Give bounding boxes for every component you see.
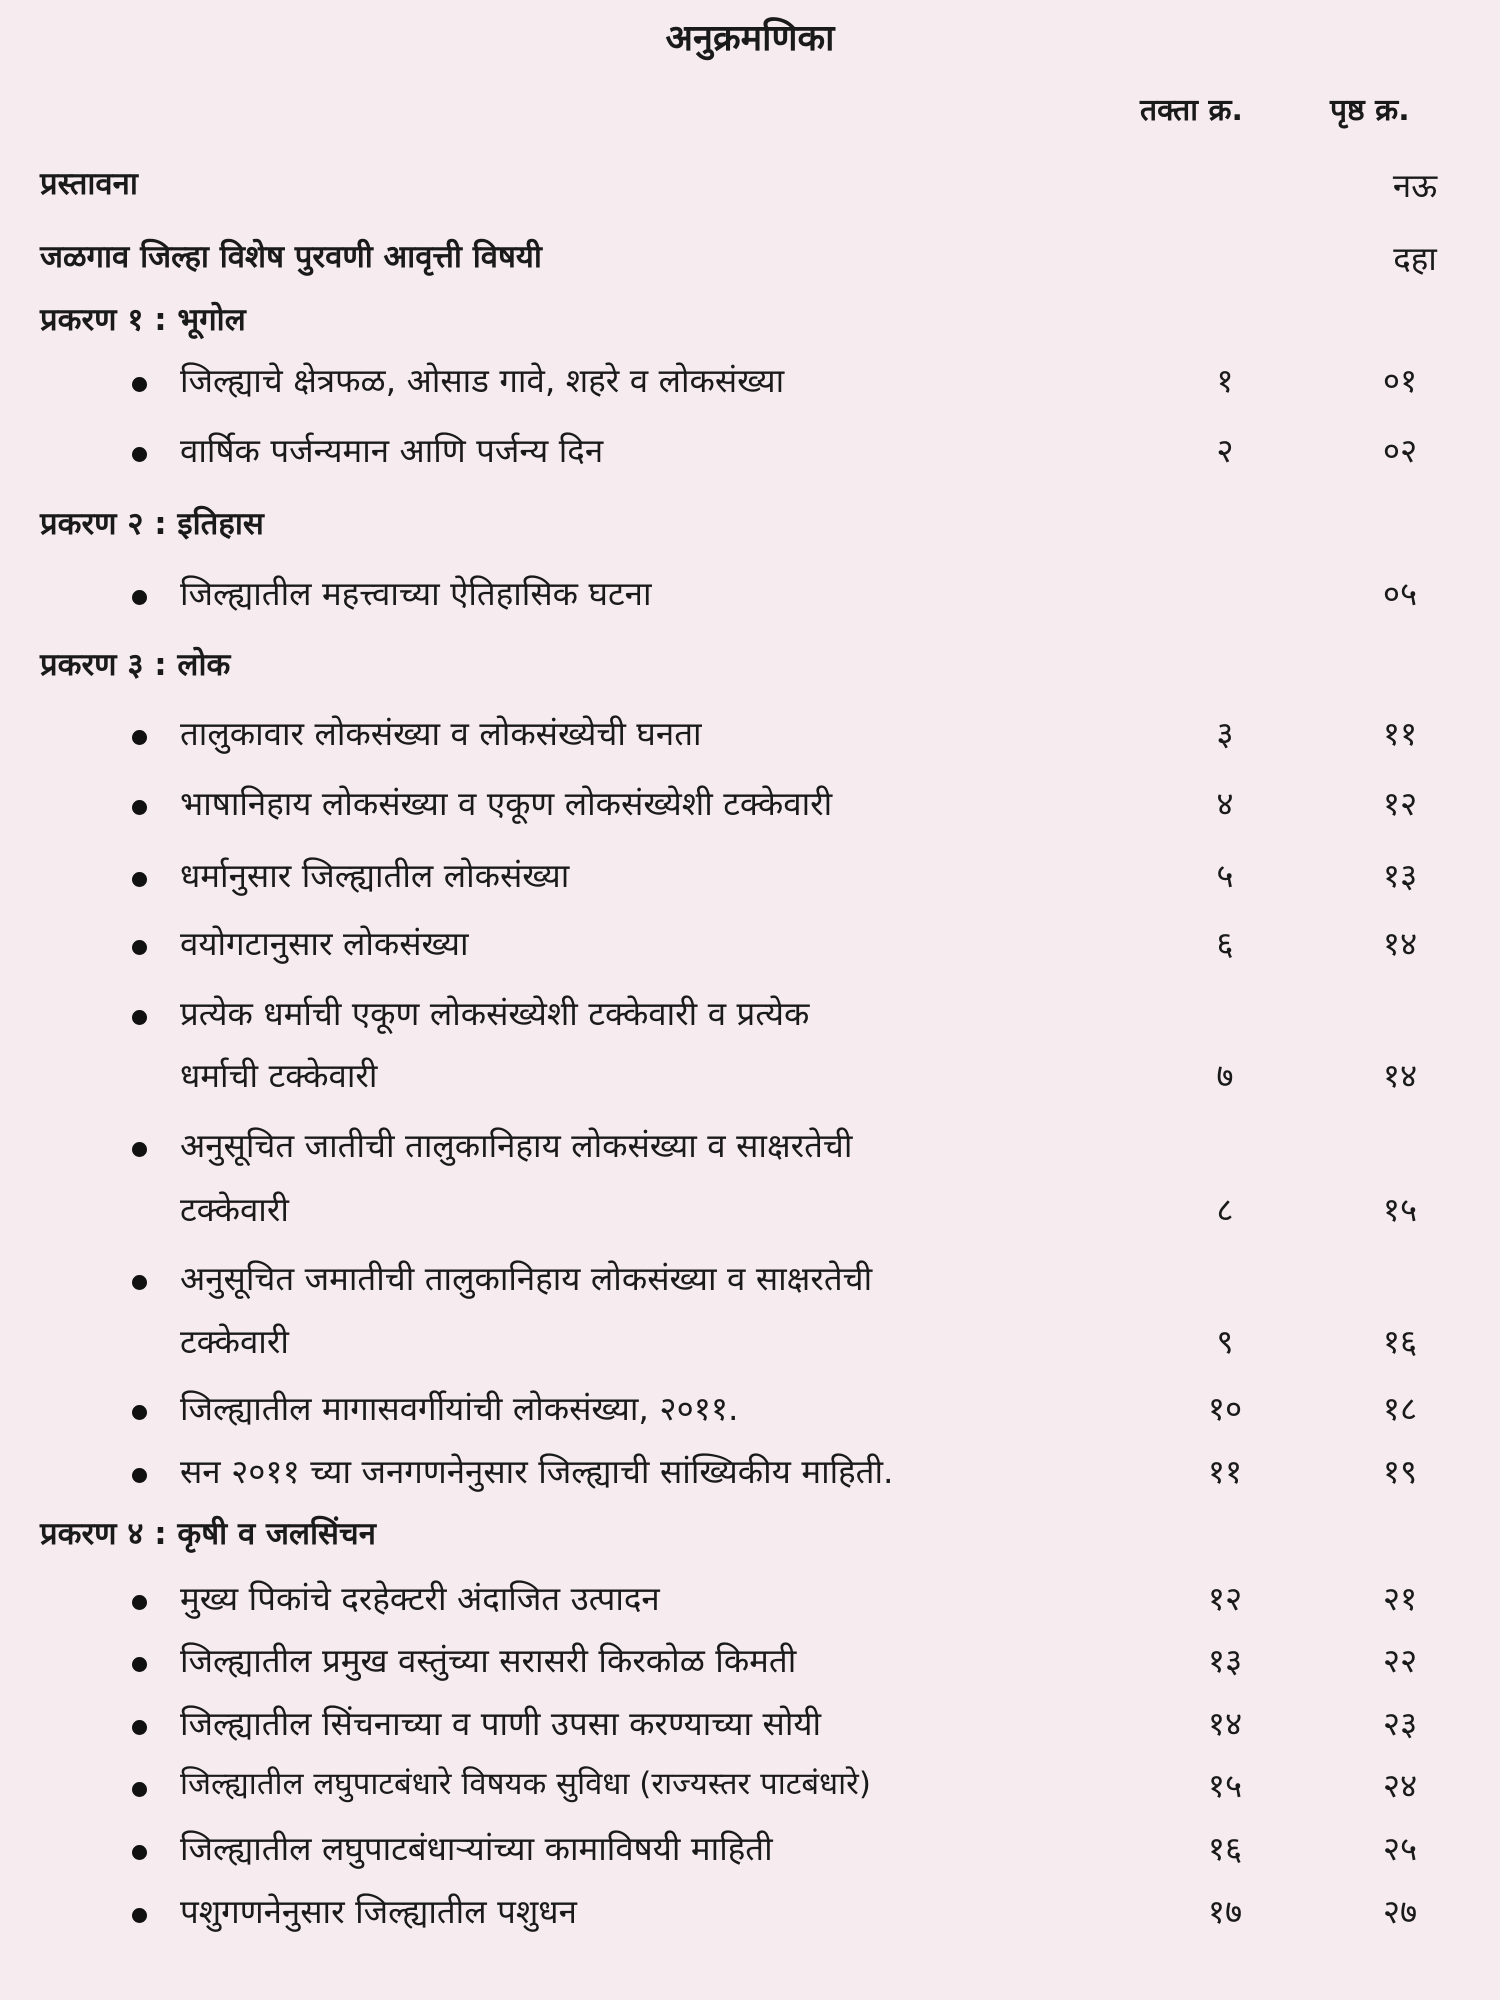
bullet-icon (132, 590, 147, 605)
table-number: १२ (1207, 1579, 1243, 1618)
table-number: ९ (1216, 1322, 1234, 1361)
entry-title-continued: धर्माची टक्केवारी (180, 1056, 378, 1095)
bullet-icon (132, 1782, 147, 1797)
entry-title: जिल्ह्यातील सिंचनाच्या व पाणी उपसा करण्याच्या सोयी (180, 1704, 822, 1743)
bullet-icon (132, 872, 147, 887)
page-number: २२ (1382, 1641, 1418, 1680)
entry-title-continued: टक्केवारी (180, 1322, 289, 1361)
table-number: ३ (1216, 714, 1234, 753)
bullet-icon (132, 1405, 147, 1420)
bullet-icon (132, 377, 147, 392)
entry-title: जिल्ह्यातील मागासवर्गीयांची लोकसंख्या, २०११. (180, 1389, 739, 1428)
entry-title: वार्षिक पर्जन्यमान आणि पर्जन्य दिन (180, 431, 604, 470)
page-number: ११ (1382, 714, 1418, 753)
page-number: १५ (1382, 1190, 1418, 1229)
entry-title: जिल्ह्याचे क्षेत्रफळ, ओसाड गावे, शहरे व लोकसंख्या (180, 361, 785, 400)
entry-title: भाषानिहाय लोकसंख्या व एकूण लोकसंख्येशी टक्केवारी (180, 784, 833, 823)
chapter-heading-text: प्रकरण ३ : लोक (40, 647, 231, 683)
table-number: १४ (1207, 1704, 1243, 1743)
bullet-icon (132, 940, 147, 955)
entry-title: जिल्ह्यातील प्रमुख वस्तुंच्या सरासरी किरकोळ किमती (180, 1641, 797, 1680)
bullet-icon (132, 1720, 147, 1735)
table-number: १० (1207, 1389, 1243, 1428)
chapter-heading-text: प्रकरण ४ : कृषी व जलसिंचन (40, 1516, 376, 1552)
front-label: प्रस्तावना (40, 166, 138, 202)
bullet-icon (132, 447, 147, 462)
entry-title: प्रत्येक धर्माची एकूण लोकसंख्येशी टक्केवारी व प्रत्येक (180, 994, 810, 1033)
table-number: ६ (1216, 924, 1234, 963)
bullet-icon (132, 1468, 147, 1483)
front-page: नऊ (1392, 166, 1438, 205)
page-number: २३ (1382, 1704, 1418, 1743)
bullet-icon (132, 800, 147, 815)
entry-title: सन २०११ च्या जनगणनेनुसार जिल्ह्याची सांख्यिकीय माहिती. (180, 1452, 894, 1491)
table-number: ८ (1216, 1190, 1234, 1229)
table-number: १ (1216, 361, 1234, 400)
entry-title-continued: टक्केवारी (180, 1190, 289, 1229)
table-number: १७ (1207, 1892, 1243, 1931)
table-number: ११ (1207, 1452, 1243, 1491)
page-title: अनुक्रमणिका (665, 18, 835, 59)
front-label: जळगाव जिल्हा विशेष पुरवणी आवृत्ती विषयी (40, 239, 542, 275)
table-number: १३ (1207, 1641, 1243, 1680)
entry-title: अनुसूचित जातीची तालुकानिहाय लोकसंख्या व साक्षरतेची (180, 1126, 853, 1165)
table-number: ५ (1216, 856, 1234, 895)
entry-title: अनुसूचित जमातीची तालुकानिहाय लोकसंख्या व साक्षरतेची (180, 1259, 873, 1298)
page-number: १२ (1382, 784, 1418, 823)
page-number: १६ (1382, 1322, 1418, 1361)
page-number: २५ (1382, 1829, 1418, 1868)
page-number: ०१ (1382, 361, 1418, 400)
column-header-table-no: तक्ता क्र. (1140, 93, 1243, 128)
front-page: दहा (1393, 239, 1437, 278)
bullet-icon (132, 730, 147, 745)
page-number: १३ (1382, 856, 1418, 895)
page-number: १४ (1382, 924, 1418, 963)
entry-title: वयोगटानुसार लोकसंख्या (180, 924, 469, 963)
table-number: २ (1216, 431, 1234, 470)
page-number: ०५ (1382, 574, 1418, 613)
table-number: ४ (1216, 784, 1234, 823)
bullet-icon (132, 1908, 147, 1923)
bullet-icon (132, 1657, 147, 1672)
page-number: २४ (1382, 1766, 1418, 1805)
entry-title: धर्मानुसार जिल्ह्यातील लोकसंख्या (180, 856, 570, 895)
entry-title: जिल्ह्यातील महत्त्वाच्या ऐतिहासिक घटना (180, 574, 652, 613)
page-number: २७ (1382, 1892, 1418, 1931)
bullet-icon (132, 1010, 147, 1025)
page-number: १८ (1382, 1389, 1418, 1428)
table-number: १५ (1207, 1766, 1243, 1805)
entry-title: मुख्य पिकांचे दरहेक्टरी अंदाजित उत्पादन (180, 1579, 660, 1618)
bullet-icon (132, 1845, 147, 1860)
bullet-icon (132, 1142, 147, 1157)
table-number: १६ (1207, 1829, 1243, 1868)
chapter-heading-text: प्रकरण १ : भूगोल (40, 302, 246, 338)
chapter-heading-text: प्रकरण २ : इतिहास (40, 506, 264, 542)
entry-title: जिल्ह्यातील लघुपाटबंधाऱ्यांच्या कामाविषयी माहिती (180, 1829, 773, 1868)
bullet-icon (132, 1275, 147, 1290)
entry-title: तालुकावार लोकसंख्या व लोकसंख्येची घनता (180, 714, 702, 753)
page-number: २१ (1382, 1579, 1418, 1618)
entry-title: पशुगणनेनुसार जिल्ह्यातील पशुधन (180, 1892, 577, 1931)
column-header-page-no: पृष्ठ क्र. (1330, 93, 1410, 128)
page-number: ०२ (1382, 431, 1418, 470)
page-number: १९ (1382, 1452, 1418, 1491)
table-number: ७ (1216, 1056, 1234, 1095)
entry-title: जिल्ह्यातील लघुपाटबंधारे विषयक सुविधा (राज्यस्तर पाटबंधारे) (180, 1766, 871, 1802)
page-number: १४ (1382, 1056, 1418, 1095)
bullet-icon (132, 1595, 147, 1610)
